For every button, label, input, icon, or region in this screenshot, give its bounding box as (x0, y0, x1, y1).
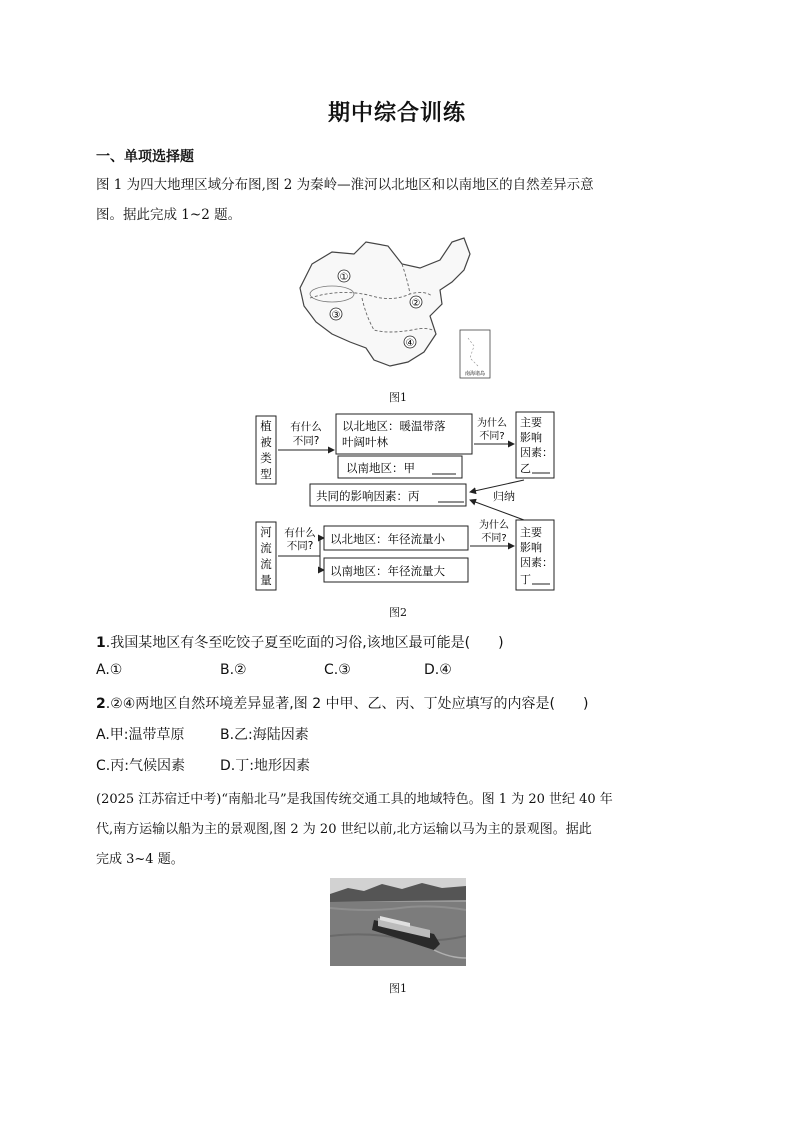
intro-paragraph-2 (96, 785, 696, 875)
vegetation-char: 类 (260, 451, 272, 465)
q1-option-a[interactable]: A.① (96, 662, 123, 678)
china-region-map (292, 234, 502, 384)
ask-label: 不同? (292, 435, 320, 447)
why-label: 不同? (481, 533, 507, 544)
q2-option-b[interactable]: B.乙:海陆因素 (220, 727, 309, 743)
intro-line: 完成 3~4 题。 (96, 852, 184, 867)
section-heading: 一、单项选择题 (96, 149, 194, 165)
q2-option-a[interactable]: A.甲:温带草原 (96, 727, 185, 743)
factor-bottom-line: 主要 (520, 526, 542, 539)
vegetation-char: 被 (260, 435, 272, 449)
river-char: 量 (260, 573, 272, 587)
why-label: 为什么 (477, 418, 507, 429)
river-char: 流 (260, 541, 272, 555)
q2-option-d[interactable]: D.丁:地形因素 (220, 758, 310, 774)
factor-top-line: 影响 (520, 431, 542, 444)
ask-label: 有什么 (290, 421, 322, 433)
factor-top-line: 乙 (520, 462, 531, 475)
factor-top-line: 主要 (520, 416, 542, 429)
flow-diagram (240, 406, 570, 596)
question-2 (96, 693, 588, 713)
factor-bottom-line: 因素： (520, 556, 553, 569)
why-label: 不同? (479, 431, 505, 442)
ask-label: 不同? (286, 540, 314, 552)
page-title: 期中综合训练 (327, 101, 466, 126)
region-label-3: ③ (331, 310, 341, 321)
common-factor: 共同的影响因素：丙 (316, 489, 420, 503)
north-runoff: 以北地区：年径流量小 (330, 532, 445, 546)
summarize-label: 归纳 (493, 490, 515, 503)
vegetation-char: 植 (260, 419, 272, 433)
river-char: 河 (260, 525, 272, 539)
question-1 (96, 632, 504, 652)
q1-option-d[interactable]: D.④ (424, 662, 452, 678)
vegetation-char: 型 (260, 467, 272, 481)
factor-bottom-line: 影响 (520, 541, 542, 554)
q2-option-c[interactable]: C.丙:气候因素 (96, 758, 185, 774)
why-label: 为什么 (479, 520, 509, 531)
photo-graphic (330, 878, 466, 966)
intro-line: 代,南方运输以船为主的景观图,图 2 为 20 世纪以前,北方运输以马为主的景观图。据此 (96, 822, 592, 837)
intro-paragraph-1 (96, 170, 696, 230)
river-char: 流 (260, 557, 272, 571)
question-number: 2 (96, 696, 106, 712)
region-label-2: ② (411, 298, 421, 309)
south-vegetation: 以南地区：甲 (346, 461, 415, 475)
question-stem: .我国某地区有冬至吃饺子夏至吃面的习俗,该地区最可能是( ) (105, 635, 504, 651)
north-vegetation-line: 叶阔叶林 (342, 435, 388, 449)
figure-1-caption: 图1 (389, 391, 407, 404)
figure-3-caption: 图1 (389, 982, 407, 995)
factor-bottom-line: 丁 (520, 573, 531, 586)
inset-label: 南海诸岛 (464, 371, 486, 377)
question-stem: .②④两地区自然环境差异显著,图 2 中甲、乙、丙、丁处应填写的内容是( ) (105, 696, 589, 712)
south-runoff: 以南地区：年径流量大 (330, 564, 445, 578)
ask-label: 有什么 (284, 527, 316, 539)
figure-2-caption: 图2 (389, 606, 407, 619)
north-vegetation-line: 以北地区：暖温带落 (342, 419, 446, 433)
region-label-1: ① (339, 272, 349, 283)
factor-top-line: 因素： (520, 446, 553, 459)
river-boat-photo (330, 878, 466, 966)
q1-option-c[interactable]: C.③ (324, 662, 351, 678)
q1-option-b[interactable]: B.② (220, 662, 247, 678)
intro-line: 图 1 为四大地理区域分布图,图 2 为秦岭—淮河以北地区和以南地区的自然差异示意 (96, 177, 594, 193)
question-number: 1 (96, 635, 106, 651)
intro-line: (2025 江苏宿迁中考)“南船北马”是我国传统交通工具的地域特色。图 1 为 20 世纪 40 年 (96, 792, 613, 807)
region-label-4: ④ (405, 338, 415, 349)
intro-line: 图。据此完成 1~2 题。 (96, 207, 242, 223)
